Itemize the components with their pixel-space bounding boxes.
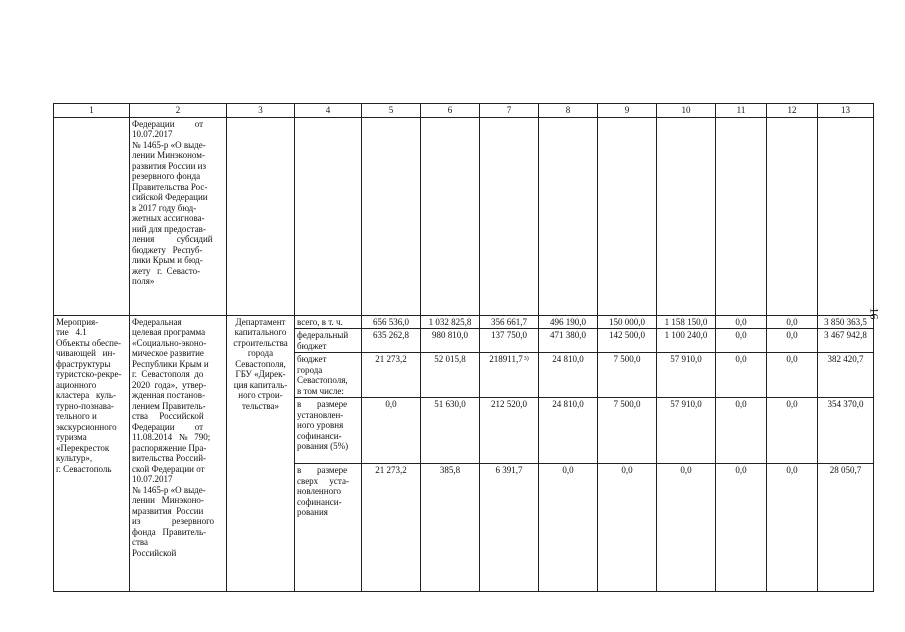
- funding-value: 1 100 240,0: [657, 329, 716, 353]
- funding-value: 28 050,7: [818, 464, 874, 592]
- col-number: 10: [657, 104, 716, 118]
- cell-empty: [598, 117, 657, 315]
- col-number: 3: [227, 104, 295, 118]
- funding-value: 0,0: [716, 398, 767, 464]
- funding-value: 57 910,0: [657, 353, 716, 398]
- funding-value: 24 810,0: [539, 353, 598, 398]
- funding-value-text: 218911,7: [489, 354, 523, 364]
- cell-empty: [767, 117, 818, 315]
- funding-value: 385,8: [421, 464, 480, 592]
- cell-empty: [818, 117, 874, 315]
- col-number: 4: [295, 104, 362, 118]
- cell-empty: [54, 117, 130, 315]
- col-number: 5: [362, 104, 421, 118]
- funding-value: 0,0: [539, 464, 598, 592]
- col-number: 2: [130, 104, 227, 118]
- funding-value: 1 158 150,0: [657, 315, 716, 329]
- funding-value: 471 380,0: [539, 329, 598, 353]
- funding-value: 0,0: [767, 464, 818, 592]
- funding-value: 356 661,7: [480, 315, 539, 329]
- cell-empty: [227, 117, 295, 315]
- funding-value: [480, 353, 539, 398]
- funding-value: 635 262,8: [362, 329, 421, 353]
- col-number: 12: [767, 104, 818, 118]
- footnote-mark: 3): [523, 356, 529, 362]
- cell-empty: [480, 117, 539, 315]
- funding-value: 0,0: [767, 398, 818, 464]
- cell-empty: [716, 117, 767, 315]
- funding-value: 3 850 363,5: [818, 315, 874, 329]
- funding-value: 0,0: [767, 353, 818, 398]
- funding-value: 354 370,0: [818, 398, 874, 464]
- continuation-row: [54, 117, 874, 315]
- funding-value: 1 032 825,8: [421, 315, 480, 329]
- funding-value: 0,0: [716, 315, 767, 329]
- event-basis: Федеральная целевая программа «Социально-эконо- мическое развитие Республики Крым и г. Севастополя до 2020 года», утвер- жденная постанов- лением Правитель- ства Российской Федерации от 11.08.2014 № 790; распоряжение Пра- вительства Россий- ской Федерации от 10.07.2017 № 1465-р «О выде- лении Минэконо- мразвития России из резервного фонда Правитель- ства Российской: [130, 315, 227, 592]
- col-number: 1: [54, 104, 130, 118]
- event-executor: Департамент капитального строительства города Севастополя, ГБУ «Дирек- ция капиталь- ного строи- тельства»: [227, 315, 295, 592]
- funding-value: 6 391,7: [480, 464, 539, 592]
- cell-empty: [295, 117, 362, 315]
- funding-value: 150 000,0: [598, 315, 657, 329]
- funding-value: 0,0: [716, 464, 767, 592]
- header-row: [54, 104, 874, 118]
- funding-value: 0,0: [767, 329, 818, 353]
- funding-value: 0,0: [716, 353, 767, 398]
- col-number: 11: [716, 104, 767, 118]
- col-number: 9: [598, 104, 657, 118]
- program-table: [53, 103, 874, 592]
- funding-source-label: всего, в т. ч.: [295, 315, 362, 329]
- funding-value: 0,0: [767, 315, 818, 329]
- cell-empty: [539, 117, 598, 315]
- funding-value: 980 810,0: [421, 329, 480, 353]
- funding-value: 212 520,0: [480, 398, 539, 464]
- cont-basis-text: Федерации от 10.07.2017 № 1465-р «О выде- лении Минэконом- развития России из резервного фонда Правительства Рос- сийской Федерации в 2017 году бюд- жетных ассигнова- ний для предостав- ления субсидий бюджету Респуб- лики Крым и бюд- жету г. Севасто- поля»: [130, 117, 227, 315]
- funding-source-label: бюджет города Севастополя, в том числе:: [295, 353, 362, 398]
- funding-value: 656 536,0: [362, 315, 421, 329]
- funding-value: 52 015,8: [421, 353, 480, 398]
- cell-empty: [421, 117, 480, 315]
- funding-value: 7 500,0: [598, 398, 657, 464]
- funding-value: 21 273,2: [362, 353, 421, 398]
- funding-value: 7 500,0: [598, 353, 657, 398]
- funding-value: 382 420,7: [818, 353, 874, 398]
- funding-value: 3 467 942,8: [818, 329, 874, 353]
- cell-empty: [657, 117, 716, 315]
- page-number: 16: [867, 307, 882, 320]
- funding-value: 496 190,0: [539, 315, 598, 329]
- funding-value: 142 500,0: [598, 329, 657, 353]
- event-name: Мероприя- тие 4.1 Объекты обеспе- чивающей ин- фраструктуры туристско-рекре- ационного кластера куль- турно-познава- тельного и экскурсионного туризма «Перекресток культур», г. Севастополь: [54, 315, 130, 592]
- funding-source-label: в размере установлен- ного уровня софинанси- рования (5%): [295, 398, 362, 464]
- cell-empty: [362, 117, 421, 315]
- funding-value: 0,0: [362, 398, 421, 464]
- col-number: 8: [539, 104, 598, 118]
- funding-source-label: федеральный бюджет: [295, 329, 362, 353]
- funding-value: 57 910,0: [657, 398, 716, 464]
- col-number: 6: [421, 104, 480, 118]
- funding-source-label: в размере сверх уста- новленного софинанси- рования: [295, 464, 362, 592]
- funding-value: 21 273,2: [362, 464, 421, 592]
- col-number: 7: [480, 104, 539, 118]
- funding-value: 51 630,0: [421, 398, 480, 464]
- funding-value: 0,0: [657, 464, 716, 592]
- funding-value: 0,0: [598, 464, 657, 592]
- funding-value: 24 810,0: [539, 398, 598, 464]
- funding-row-total: [54, 315, 874, 329]
- col-number: 13: [818, 104, 874, 118]
- funding-value: 137 750,0: [480, 329, 539, 353]
- funding-value: 0,0: [716, 329, 767, 353]
